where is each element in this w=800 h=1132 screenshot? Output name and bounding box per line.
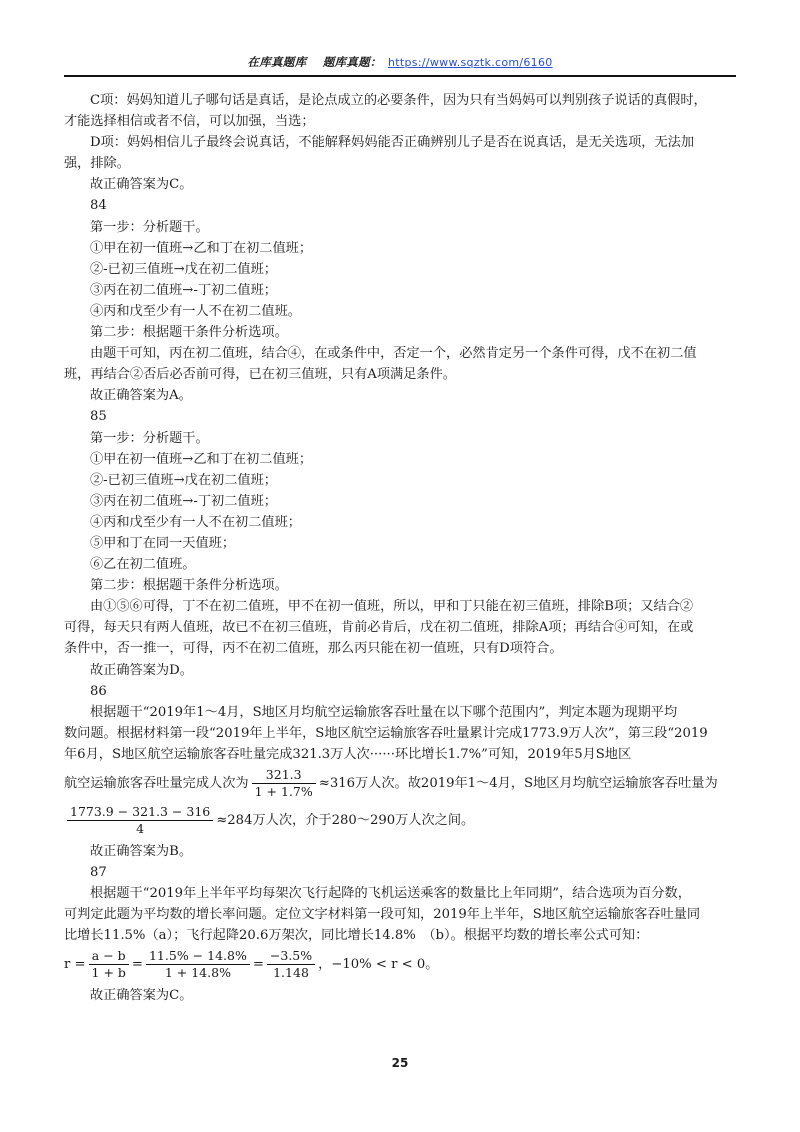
text-line: 条件中，否一推一，可得，丙不在初二值班，那么丙只能在初一值班，只有D项符合。 [64, 641, 563, 657]
formula-line [64, 804, 740, 837]
fraction-numerator: 321.3 [252, 767, 316, 784]
page-header [0, 54, 800, 70]
text-fragment: 航空运输旅客吞吐量完成人次为 [64, 776, 249, 791]
text-line: ①甲在初一值班→乙和丁在初二值班； [90, 451, 313, 467]
question-number: 85 [90, 409, 107, 425]
text-line: 由题干可知，丙在初二值班，结合④，在或条件中，否定一个，必然肯定另一个条件可得，戊不在初二值 [90, 346, 697, 362]
page-number: 25 [391, 1056, 409, 1070]
text-fragment: ≈284万人次，介于280～290万人次之间。 [216, 813, 475, 828]
fraction-denominator: 1 + 14.8% [164, 965, 231, 981]
header-url-link[interactable]: https://www.sqztk.com/6160 [388, 56, 553, 69]
header-brand: 在库真题库 [247, 55, 307, 69]
text-line: ②-已初三值班→戊在初二值班； [90, 472, 277, 488]
text-line: 可判定此题为平均数的增长率问题。定位文字材料第一段可知，2019年上半年，S地区航空运输旅客吞吐量同 [64, 907, 701, 923]
document-body [64, 90, 740, 1007]
fraction-numerator: a − b [89, 948, 129, 965]
text-line: 强，排除。 [64, 156, 130, 172]
text-line: 根据题干“2019年1～4月，S地区月均航空运输旅客吞吐量在以下哪个范围内”，判定本题为现期平均 [90, 704, 678, 720]
answer-line: 故正确答案为B。 [90, 844, 193, 859]
text-line: 比增长11.5%（a）；飞行起降20.6万架次，同比增长14.8% （b）。根据平均数的增长率公式可知： [64, 928, 649, 944]
equals-sign: = [131, 957, 143, 973]
fraction-general [89, 948, 129, 981]
text-line: 班，再结合②否后必否前可得，已在初三值班，只有A项满足条件。 [64, 367, 456, 383]
text-line: 第二步：根据题干条件分析选项。 [90, 325, 288, 341]
question-number: 86 [90, 683, 107, 699]
fraction-denominator: 4 [136, 821, 145, 836]
answer-line: 故正确答案为C。 [90, 177, 193, 193]
fraction-denominator: 1 + 1.7% [254, 784, 313, 799]
formula-lhs: r = [64, 957, 86, 973]
text-line: ①甲在初一值班→乙和丁在初二值班； [90, 240, 313, 256]
formula-line-growth-rate [64, 948, 740, 981]
question-number: 84 [90, 198, 107, 214]
text-line: ⑥乙在初二值班。 [90, 557, 196, 573]
header-site-label: 题库真题： [322, 55, 382, 69]
answer-line: 故正确答案为D。 [90, 662, 193, 678]
formula-line [64, 767, 740, 800]
text-line: 数问题。根据材料第一段“2019年上半年，S地区航空运输旅客吞吐量累计完成1773.9万人次”，第三段“2019 [64, 725, 708, 741]
header-divider [64, 75, 736, 77]
fraction-denominator: 1 + b [91, 965, 126, 981]
text-line: ④丙和戊至少有一人不在初二值班； [90, 514, 301, 530]
text-line: 第一步：分析题干。 [90, 219, 209, 235]
text-line: 第二步：根据题干条件分析选项。 [90, 578, 288, 594]
text-line: 才能选择相信或者不信，可以加强，当选； [64, 114, 315, 130]
text-line: 年6月，S地区航空运输旅客吞吐量完成321.3万人次······环比增长1.7%”可知，2019年5月S地区 [64, 746, 632, 762]
text-line: 由①⑤⑥可得，丁不在初二值班，甲不在初一值班，所以，甲和丁只能在初三值班，排除B项；又结合② [90, 599, 694, 615]
fraction-substituted [146, 948, 250, 981]
text-line: ②-已初三值班→戊在初二值班； [90, 261, 277, 277]
text-line: ⑤甲和丁在同一天值班； [90, 535, 236, 551]
fraction-numerator: 1773.9 − 321.3 − 316 [67, 804, 213, 821]
text-line: ③丙在初二值班→-丁初二值班； [90, 493, 277, 509]
fraction-may [252, 767, 316, 800]
answer-line: 故正确答案为C。 [90, 988, 193, 1004]
text-line: ③丙在初二值班→-丁初二值班； [90, 282, 277, 298]
fraction-numerator: 11.5% − 14.8% [146, 948, 250, 965]
text-line: 第一步：分析题干。 [90, 430, 209, 446]
text-line: D项：妈妈相信儿子最终会说真话，不能解释妈妈能否正确辨别儿子是否在说真话，是无关选项，无法加 [90, 135, 695, 151]
fraction-avg [67, 804, 213, 837]
question-number: 87 [90, 865, 107, 881]
text-line: 根据题干“2019年上半年平均每架次飞行起降的飞机运送乘客的数量比上年同期”，结合选项为百分数， [90, 886, 691, 902]
fraction-denominator: 1.148 [273, 965, 309, 981]
text-fragment: ≈316万人次。故2019年1～4月，S地区月均航空运输旅客吞吐量为 [318, 776, 718, 791]
formula-tail: ，−10% < r < 0。 [318, 957, 439, 973]
equals-sign: = [252, 957, 264, 973]
fraction-numerator: −3.5% [267, 948, 315, 965]
text-line: 可得，每天只有两人值班，故已不在初三值班，肯前必肯后，戊在初二值班，排除A项；再结合④可知，在或 [64, 620, 694, 636]
answer-line: 故正确答案为A。 [90, 388, 192, 404]
text-line: ④丙和戊至少有一人不在初二值班。 [90, 303, 301, 319]
fraction-result [267, 948, 315, 981]
text-line: C项：妈妈知道儿子哪句话是真话，是论点成立的必要条件，因为只有当妈妈可以判别孩子说话的真假时， [90, 93, 707, 108]
